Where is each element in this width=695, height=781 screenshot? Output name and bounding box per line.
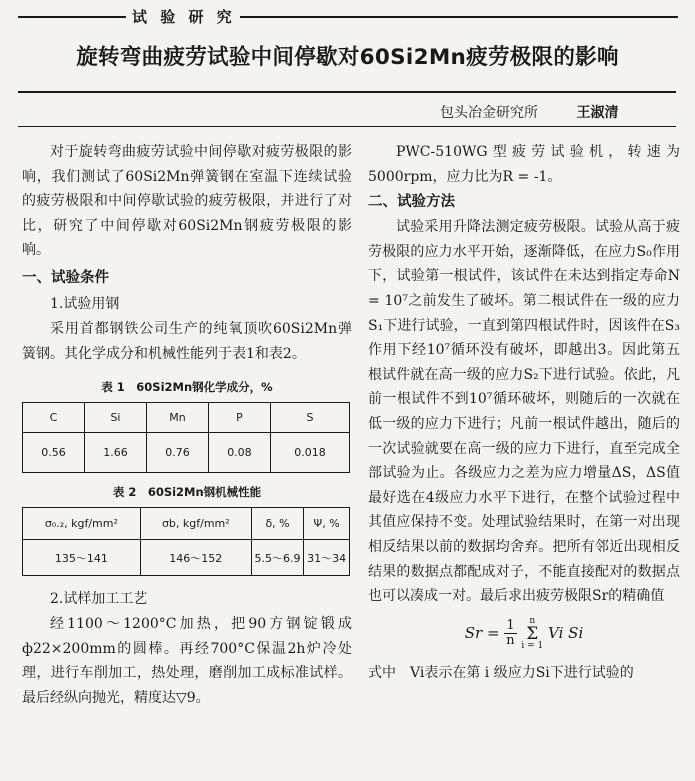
table2-header-cell: σb, kgf/mm² xyxy=(140,508,251,540)
header-rule-right xyxy=(218,16,678,18)
machine-paragraph: PWC-510WG型疲劳试验机，转速为5000rpm，应力比为R = -1。 xyxy=(368,144,680,185)
table1-value-cell: 0.08 xyxy=(208,433,270,473)
table2-value-row xyxy=(23,540,350,576)
sum-upper-limit: n xyxy=(529,615,536,626)
subheading-steel: 1.试验用钢 xyxy=(50,295,120,312)
intro-paragraph: 对于旋转弯曲疲劳试验中间停歇对疲劳极限的影响，我们测试了60Si2Mn弹簧钢在室温下连续试验的疲劳极限和中间停歇试验的疲劳极限，并进行了对比，研究了中间停歇对60Si2Mn钢疲劳极限的影响。 xyxy=(22,144,352,259)
table1-caption: 表 1 60Si2Mn钢化学成分，% xyxy=(101,380,273,395)
section-heading-conditions: 一、试验条件 xyxy=(22,269,109,286)
right-column xyxy=(368,140,680,685)
left-column xyxy=(22,140,352,711)
subheading-process: 2.试样加工工艺 xyxy=(50,591,148,608)
table2-header-cell: Ψ, % xyxy=(304,508,350,540)
table1-value-cell: 0.018 xyxy=(270,433,349,473)
table2-value-cell: 135～141 xyxy=(23,540,141,576)
table1-chemical-composition xyxy=(22,402,350,473)
table1-header-cell: Mn xyxy=(146,403,208,433)
material-paragraph: 采用首都钢铁公司生产的纯氧顶吹60Si2Mn弹簧钢。其化学成分和机械性能列于表1和表2。 xyxy=(22,320,352,362)
section-heading-method: 二、试验方法 xyxy=(368,194,455,211)
formula-summation xyxy=(521,617,543,651)
table1-header-cell: P xyxy=(208,403,270,433)
formula-denominator: n xyxy=(506,633,515,649)
table2-header-row xyxy=(23,508,350,540)
byline xyxy=(440,102,618,122)
table2-header-cell: σ₀.₂, kgf/mm² xyxy=(23,508,141,540)
table1-header-row xyxy=(23,403,350,433)
byline-divider xyxy=(18,126,676,127)
table2-caption: 表 2 60Si2Mn钢机械性能 xyxy=(112,485,262,500)
sum-lower-limit: i = 1 xyxy=(521,640,544,651)
process-paragraph: 经1100～1200°C加热，把90方钢锭锻成ф22×200mm的圆棒。再经700°C保温2h炉冷处理，进行车削加工，热处理，磨削加工成标准试样。最后经纵向抛光，精度达▽9。 xyxy=(22,616,352,706)
article-title: 旋转弯曲疲劳试验中间停歇对60Si2Mn疲劳极限的影响 xyxy=(76,45,619,70)
formula-fraction xyxy=(504,619,516,648)
affiliation: 包头冶金研究所 xyxy=(440,105,538,121)
formula-numerator: 1 xyxy=(506,618,515,634)
table1-value-cell: 0.76 xyxy=(146,433,208,473)
header-rule-left xyxy=(18,16,126,18)
author-name: 王淑清 xyxy=(576,105,619,121)
table1-value-cell: 0.56 xyxy=(23,433,85,473)
formula-lhs: Sr = xyxy=(464,623,505,642)
title-divider xyxy=(18,91,676,93)
section-header xyxy=(18,6,678,26)
table2-header-cell: δ, % xyxy=(251,508,303,540)
footer-paragraph: 式中 Vi表示在第 i 级应力Si下进行试验的 xyxy=(368,664,634,681)
fatigue-limit-formula xyxy=(368,617,680,651)
section-label: 试 验 研 究 xyxy=(128,6,240,27)
table1-header-cell: S xyxy=(270,403,349,433)
table1-value-row xyxy=(23,433,350,473)
method-paragraph: 试验采用升降法测定疲劳极限。试验从高于疲劳极限的应力水平开始，逐渐降低，在应力S₀作用下，试验第一根试件，该试件在未达到指定寿命N = 10⁷之前发生了破坏。第二根试件在一级的应力S₁下进行试验，一直到第四根试件时，因该件在S₃作用下经10⁷循环没有破坏，即越出3。因此第五根试件就在高一级的应力S₂下进行试验。依此，凡前一根试件不到10⁷循环破坏，则随后的一次就在低一级的应力下进行；凡前一根试件越出，随后的一次试验就要在高一级的应力下进行，直至完成全部试验为止。各级应力之差为应力增量ΔS，ΔS值最好选在4级应力水平下进行，在整个试验过程中其值应保持不变。处理试验结果时，在第一对出现相反结果以前的数据均舍弃。把所有邻近出现相反结果的数据点都配成对子，不能直接配对的数据点也可以凑成一对。最后求出疲劳极限Sr的精确值 xyxy=(368,219,680,605)
sum-symbol: Σ xyxy=(526,623,539,644)
table2-value-cell: 146～152 xyxy=(140,540,251,576)
table2-value-cell: 31～34 xyxy=(304,540,350,576)
table1-value-cell: 1.66 xyxy=(84,433,146,473)
table2-value-cell: 5.5～6.9 xyxy=(251,540,303,576)
table2-mechanical-properties xyxy=(22,507,350,576)
table1-header-cell: C xyxy=(23,403,85,433)
table1-header-cell: Si xyxy=(84,403,146,433)
formula-rhs: Vi Si xyxy=(548,623,584,642)
